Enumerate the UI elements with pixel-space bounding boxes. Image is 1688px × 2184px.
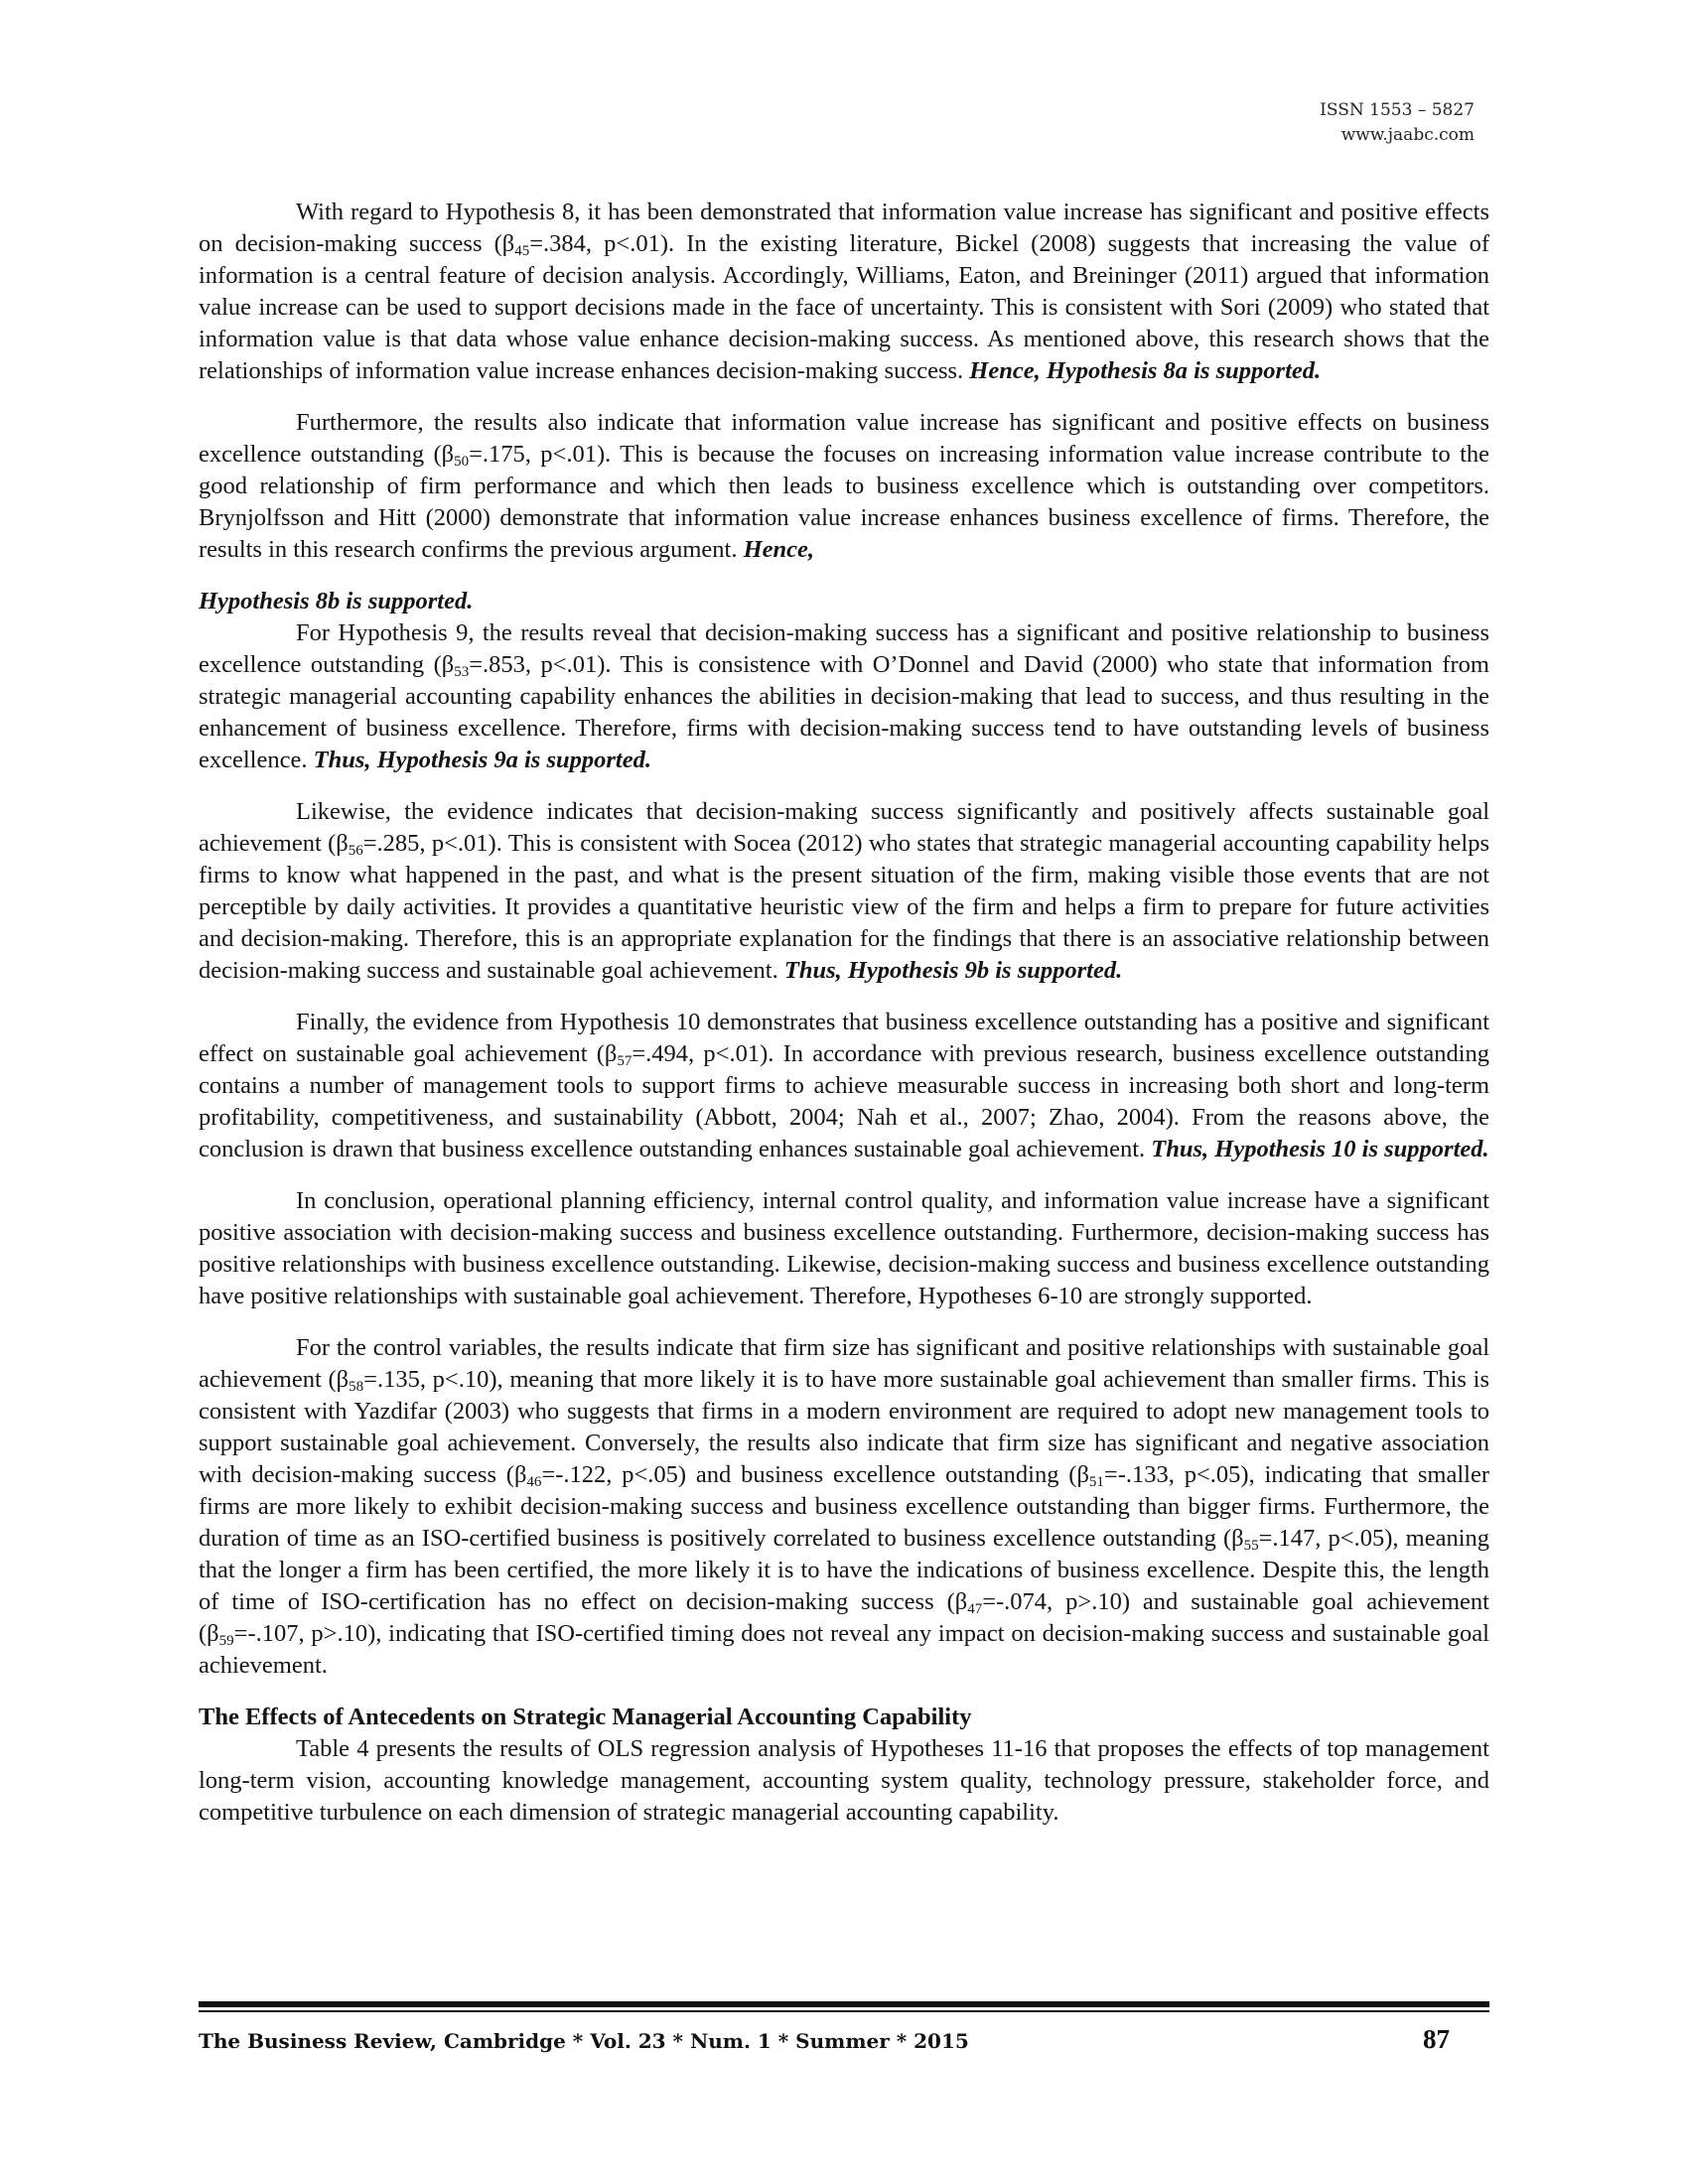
paragraph-hypothesis-9b: Likewise, the evidence indicates that decision-making success significantly and positively affects sustainable goal achievement ($\beta_{56}=.285$, p<.01). This is consistent with Socea (2012) who states that strategic managerial accounting capability helps firms to know what happened in the past, and what is the present situation of the firm, making visible those events that are not perceptible by daily activities. It provides a quantitative heuristic view of the firm and helps a firm to prepare for future activities and decision-making. Therefore, this is an appropriate explanation for the findings that there is an associative relationship between decision-making success and sustainable goal achievement. Thus, Hypothesis 9b is supported. bbox=[199, 798, 1489, 984]
paragraph-hypothesis-10: Finally, the evidence from Hypothesis 10 demonstrates that business excellence outstanding has a positive and significant effect on sustainable goal achievement ($\beta_{57}=.494$, p<.01). In accordance with previous research, business excellence outstanding contains a number of management tools to support firms to achieve measurable success in increasing both short and long-term profitability, competitiveness, and sustainability (Abbott, 2004; Nah et al., 2007; Zhao, 2004). From the reasons above, the conclusion is drawn that business excellence outstanding enhances sustainable goal achievement. Thus, Hypothesis 10 is supported. bbox=[199, 1009, 1490, 1162]
paragraph-table-4: Table 4 presents the results of OLS regression analysis of Hypotheses 11-16 that proposes the effects of top management long-term vision, accounting knowledge management, accounting system quality, technology pressure, stakeholder force, and competitive turbulence on each dimension of strategic managerial accounting capability. bbox=[199, 1735, 1489, 1826]
paragraph-hypothesis-8a: With regard to Hypothesis 8, it has been demonstrated that information value increase has significant and positive effects on decision-making success ($\beta_{45}=.384$, p<.01). In the existing literature, Bickel (2008) suggests that increasing the value of information is a central feature of decision analysis. Accordingly, Williams, Eaton, and Breininger (2011) argued that information value increase can be used to support decisions made in the face of uncertainty. This is consistent with Sori (2009) who stated that information value is that data whose value enhance decision-making success. As mentioned above, this research shows that the relationships of information value increase enhances decision-making success. Hence, Hypothesis 8a is supported. bbox=[199, 199, 1489, 384]
footer-rule-thick bbox=[199, 2001, 1489, 2007]
paragraph-hypothesis-8b: Furthermore, the results also indicate that information value increase has significant and positive effects on business excellence outstanding ($\beta_{50}=.175$, p<.01). This is because the focuses on increasing information value increase contribute to the good relationship of firm performance and which then leads to business excellence which is outstanding over competitors. Brynjolfsson and Hitt (2000) demonstrate that information value increase enhances business excellence of firms. Therefore, the results in this research confirms the previous argument. Hence, bbox=[199, 409, 1489, 563]
conclusion-8a: Hence, Hypothesis 8a is supported. bbox=[969, 357, 1322, 384]
conclusion-8b-start: Hence, bbox=[743, 536, 815, 563]
conclusion-9b: Thus, Hypothesis 9b is supported. bbox=[783, 957, 1123, 984]
page-footer bbox=[199, 2001, 1489, 2055]
section-heading: The Effects of Antecedents on Strategic Managerial Accounting Capability bbox=[199, 1704, 972, 1730]
conclusion-10: Thus, Hypothesis 10 is supported. bbox=[1151, 1136, 1489, 1162]
paragraph-conclusion: In conclusion, operational planning efficiency, internal control quality, and information value increase have a significant positive association with decision-making success and business excellence outstanding. Furthermore, decision-making success has positive relationships with business excellence outstanding. Likewise, decision-making success and business excellence outstanding have positive relationships with sustainable goal achievement. Therefore, Hypotheses 6-10 are strongly supported. bbox=[199, 1187, 1489, 1309]
journal-website: www.jaabc.com bbox=[1340, 125, 1475, 145]
page-header bbox=[1320, 98, 1475, 148]
journal-citation: The Business Review, Cambridge * Vol. 23 * Num. 1 * Summer * 2015 bbox=[199, 2029, 969, 2053]
page-number: 87 bbox=[1423, 2024, 1450, 2054]
article-body bbox=[199, 197, 1489, 1848]
issn: ISSN 1553 – 5827 bbox=[1320, 100, 1475, 120]
conclusion-8b-end: Hypothesis 8b is supported. bbox=[199, 588, 474, 614]
footer-rule-thin bbox=[199, 2010, 1489, 2012]
paragraph-control-variables: For the control variables, the results indicate that firm size has significant and positive relationships with sustainable goal achievement ($\beta_{58}=.135$, p<.10), meaning that more likely it is to have more sustainable goal achievement than smaller firms. This is consistent with Yazdifar (2003) who suggests that firms in a modern environment are required to adopt new management tools to support sustainable goal achievement. Conversely, the results also indicate that firm size has significant and negative association with decision-making success ($\beta_{46}=-.122$, p<.05) and business excellence outstanding ($\beta_{51}=-.133$, p<.05), indicating that smaller firms are more likely to exhibit decision-making success and business excellence outstanding than bigger firms. Furthermore, the duration of time as an ISO-certified business is positively correlated to business excellence outstanding ($\beta_{55}=.147$, p<.05), meaning that the longer a firm has been certified, the more likely it is to have the indications of business excellence. Despite this, the length of time of ISO-certification has no effect on decision-making success ($\beta_{47}=-.074$, p>.10) and sustainable goal achievement ($\beta_{59}=-.107$, p>.10), indicating that ISO-certified timing does not reveal any impact on decision-making success and sustainable goal achievement. bbox=[199, 1334, 1489, 1679]
paragraph-hypothesis-9a: For Hypothesis 9, the results reveal that decision-making success has a significant and positive relationship to business excellence outstanding ($\beta_{53}=.853$, p<.01). This is consistence with O’Donnel and David (2000) who state that information from strategic managerial accounting capability enhances the abilities in decision-making that lead to success, and thus resulting in the enhancement of business excellence. Therefore, firms with decision-making success tend to have outstanding levels of business excellence. Thus, Hypothesis 9a is supported. bbox=[199, 619, 1489, 773]
conclusion-9a: Thus, Hypothesis 9a is supported. bbox=[313, 747, 651, 773]
